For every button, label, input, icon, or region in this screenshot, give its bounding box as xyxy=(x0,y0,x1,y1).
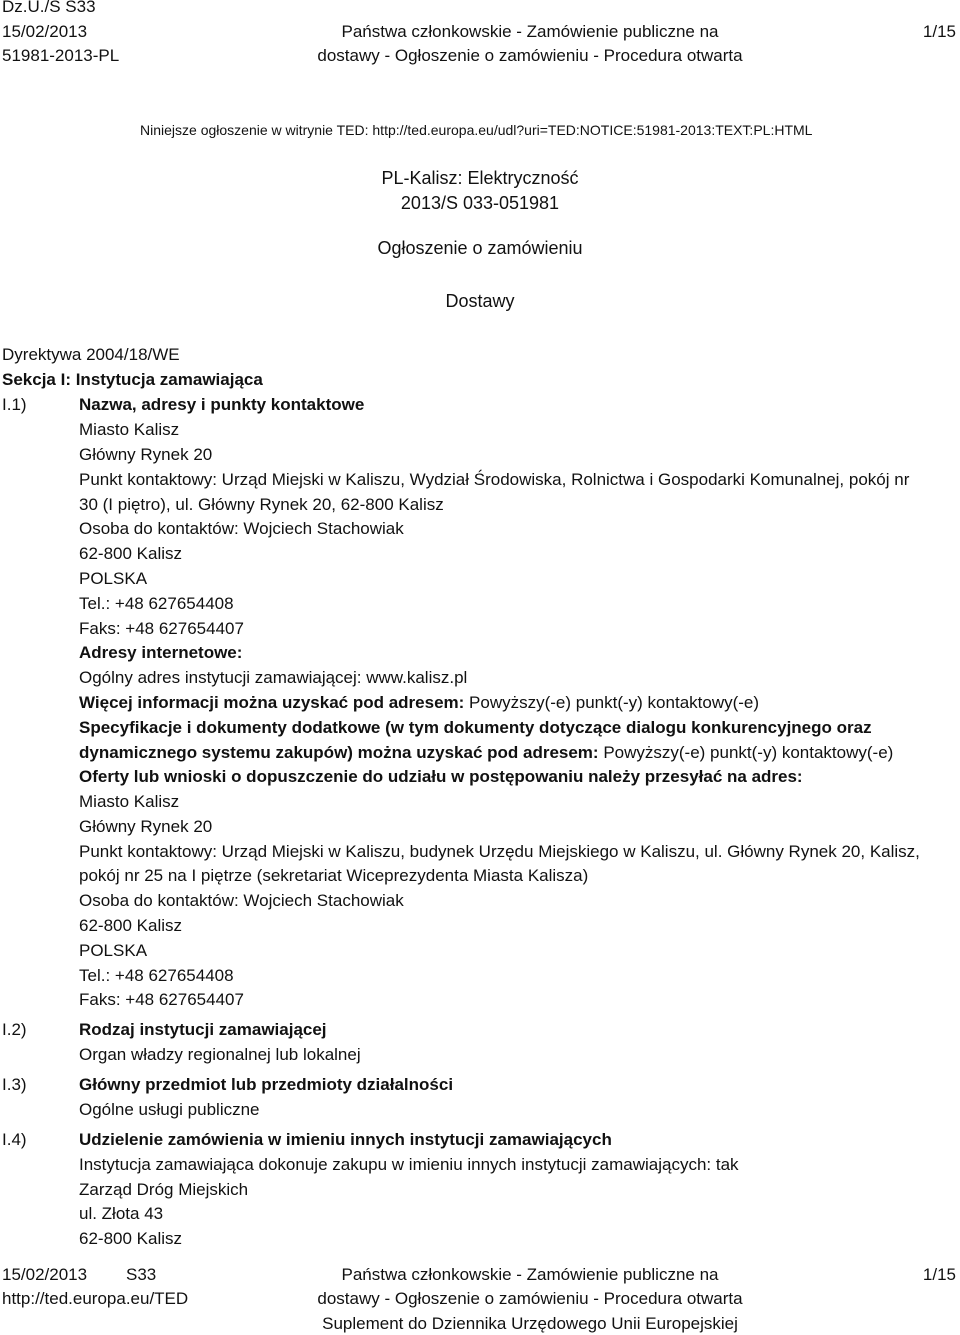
specs-value: Powyższy(-e) punkt(-y) kontaktowy(-e) xyxy=(603,743,894,762)
authority-type: Organ władzy regionalnej lub lokalnej xyxy=(79,1045,361,1064)
more-info-label: Więcej informacji można uzyskać pod adresem: xyxy=(79,693,470,712)
offers-street: Główny Rynek 20 xyxy=(79,817,213,836)
footer-page-number: 1/15 xyxy=(922,1265,956,1284)
section-1-3-number: I.3) xyxy=(2,1075,27,1094)
contact-phone: Tel.: +48 627654408 xyxy=(79,594,234,613)
footer-title-line1: Państwa członkowskie - Zamówienie publiczne na xyxy=(341,1265,719,1284)
notice-title: PL-Kalisz: Elektryczność xyxy=(381,168,579,188)
section-1-1-heading: Nazwa, adresy i punkty kontaktowe xyxy=(79,395,365,414)
contact-name: Miasto Kalisz xyxy=(79,420,180,439)
footer-title-line3: Suplement do Dziennika Urzędowego Unii Europejskiej xyxy=(322,1314,738,1333)
section-1-1-number: I.1) xyxy=(2,395,27,414)
internet-addresses-heading: Adresy internetowe: xyxy=(79,643,243,662)
header-ojs: Dz.U./S S33 xyxy=(2,0,96,16)
on-behalf-statement: Instytucja zamawiająca dokonuje zakupu w imieniu innych instytucji zamawiających: tak xyxy=(79,1155,739,1174)
section-1-3-heading: Główny przedmiot lub przedmioty działalności xyxy=(79,1075,454,1094)
header-notice-id: 51981-2013-PL xyxy=(2,46,120,65)
other-authority-name: Zarząd Dróg Miejskich xyxy=(79,1180,249,1199)
header-title-line2: dostawy - Ogłoszenie o zamówieniu - Procedura otwarta xyxy=(317,46,743,65)
general-address-line xyxy=(79,668,467,688)
offers-postcode: 62-800 Kalisz xyxy=(79,916,183,935)
section-1-4-number: I.4) xyxy=(2,1130,27,1149)
general-address-link[interactable]: www.kalisz.pl xyxy=(366,668,468,687)
offers-contact-point-line1: Punkt kontaktowy: Urząd Miejski w Kaliszu, budynek Urzędu Miejskiego w Kaliszu, ul. Główny Rynek 20, Kalisz, xyxy=(79,842,920,861)
specs-label-line1: Specyfikacje i dokumenty dodatkowe (w tym dokumenty dotyczące dialogu konkurencyjnego oraz xyxy=(79,718,872,737)
header-page-number: 1/15 xyxy=(922,22,956,41)
contact-point-line2: 30 (I piętro), ul. Główny Rynek 20, 62-800 Kalisz xyxy=(79,495,444,514)
contact-postcode: 62-800 Kalisz xyxy=(79,544,183,563)
notice-link-line xyxy=(140,122,812,138)
section-1-4-heading: Udzielenie zamówienia w imieniu innych instytucji zamawiających xyxy=(79,1130,612,1149)
directive: Dyrektywa 2004/18/WE xyxy=(2,345,180,364)
offers-contact-point-line2: pokój nr 25 na I piętrze (sekretariat Wiceprezydenta Miasta Kalisza) xyxy=(79,866,589,885)
footer-ojs: S33 xyxy=(126,1265,157,1284)
header-title-line1: Państwa członkowskie - Zamówienie publiczne na xyxy=(341,22,719,41)
notice-number: 2013/S 033-051981 xyxy=(400,193,560,213)
footer-url[interactable]: http://ted.europa.eu/TED xyxy=(2,1289,189,1308)
more-info-value: Powyższy(-e) punkt(-y) kontaktowy(-e) xyxy=(469,693,760,712)
contact-fax: Faks: +48 627654407 xyxy=(79,619,244,638)
contact-street: Główny Rynek 20 xyxy=(79,445,213,464)
offers-address-label: Oferty lub wnioski o dopuszczenie do udziału w postępowaniu należy przesyłać na adres: xyxy=(79,767,803,786)
section-1-heading: Sekcja I: Instytucja zamawiająca xyxy=(2,370,263,389)
notice-type: Ogłoszenie o zamówieniu xyxy=(377,238,583,258)
notice-link-prefix: Niniejsze ogłoszenie w witrynie TED: xyxy=(140,122,373,138)
notice-link-url[interactable]: http://ted.europa.eu/udl?uri=TED:NOTICE:51981-2013:TEXT:PL:HTML xyxy=(372,122,813,138)
more-info-line xyxy=(79,693,759,713)
footer-title-line2: dostawy - Ogłoszenie o zamówieniu - Procedura otwarta xyxy=(317,1289,743,1308)
header-date: 15/02/2013 xyxy=(2,22,88,41)
contract-type: Dostawy xyxy=(445,291,515,311)
section-1-2-number: I.2) xyxy=(2,1020,27,1039)
section-1-2-heading: Rodzaj instytucji zamawiającej xyxy=(79,1020,327,1039)
contact-person: Osoba do kontaktów: Wojciech Stachowiak xyxy=(79,519,404,538)
specs-line2 xyxy=(79,743,893,763)
offers-contact-person: Osoba do kontaktów: Wojciech Stachowiak xyxy=(79,891,404,910)
main-activity: Ogólne usługi publiczne xyxy=(79,1100,260,1119)
offers-country: POLSKA xyxy=(79,941,148,960)
footer-date: 15/02/2013 xyxy=(2,1265,88,1284)
offers-fax: Faks: +48 627654407 xyxy=(79,990,244,1009)
specs-label-line2: dynamicznego systemu zakupów) można uzyskać pod adresem: xyxy=(79,743,604,762)
offers-phone: Tel.: +48 627654408 xyxy=(79,966,234,985)
offers-name: Miasto Kalisz xyxy=(79,792,180,811)
other-authority-street: ul. Złota 43 xyxy=(79,1204,164,1223)
contact-country: POLSKA xyxy=(79,569,148,588)
contact-point-line1: Punkt kontaktowy: Urząd Miejski w Kaliszu, Wydział Środowiska, Rolnictwa i Gospodarki Komunalnej, pokój nr xyxy=(79,470,910,489)
general-address-label: Ogólny adres instytucji zamawiającej: xyxy=(79,668,367,687)
other-authority-postcode: 62-800 Kalisz xyxy=(79,1229,183,1248)
